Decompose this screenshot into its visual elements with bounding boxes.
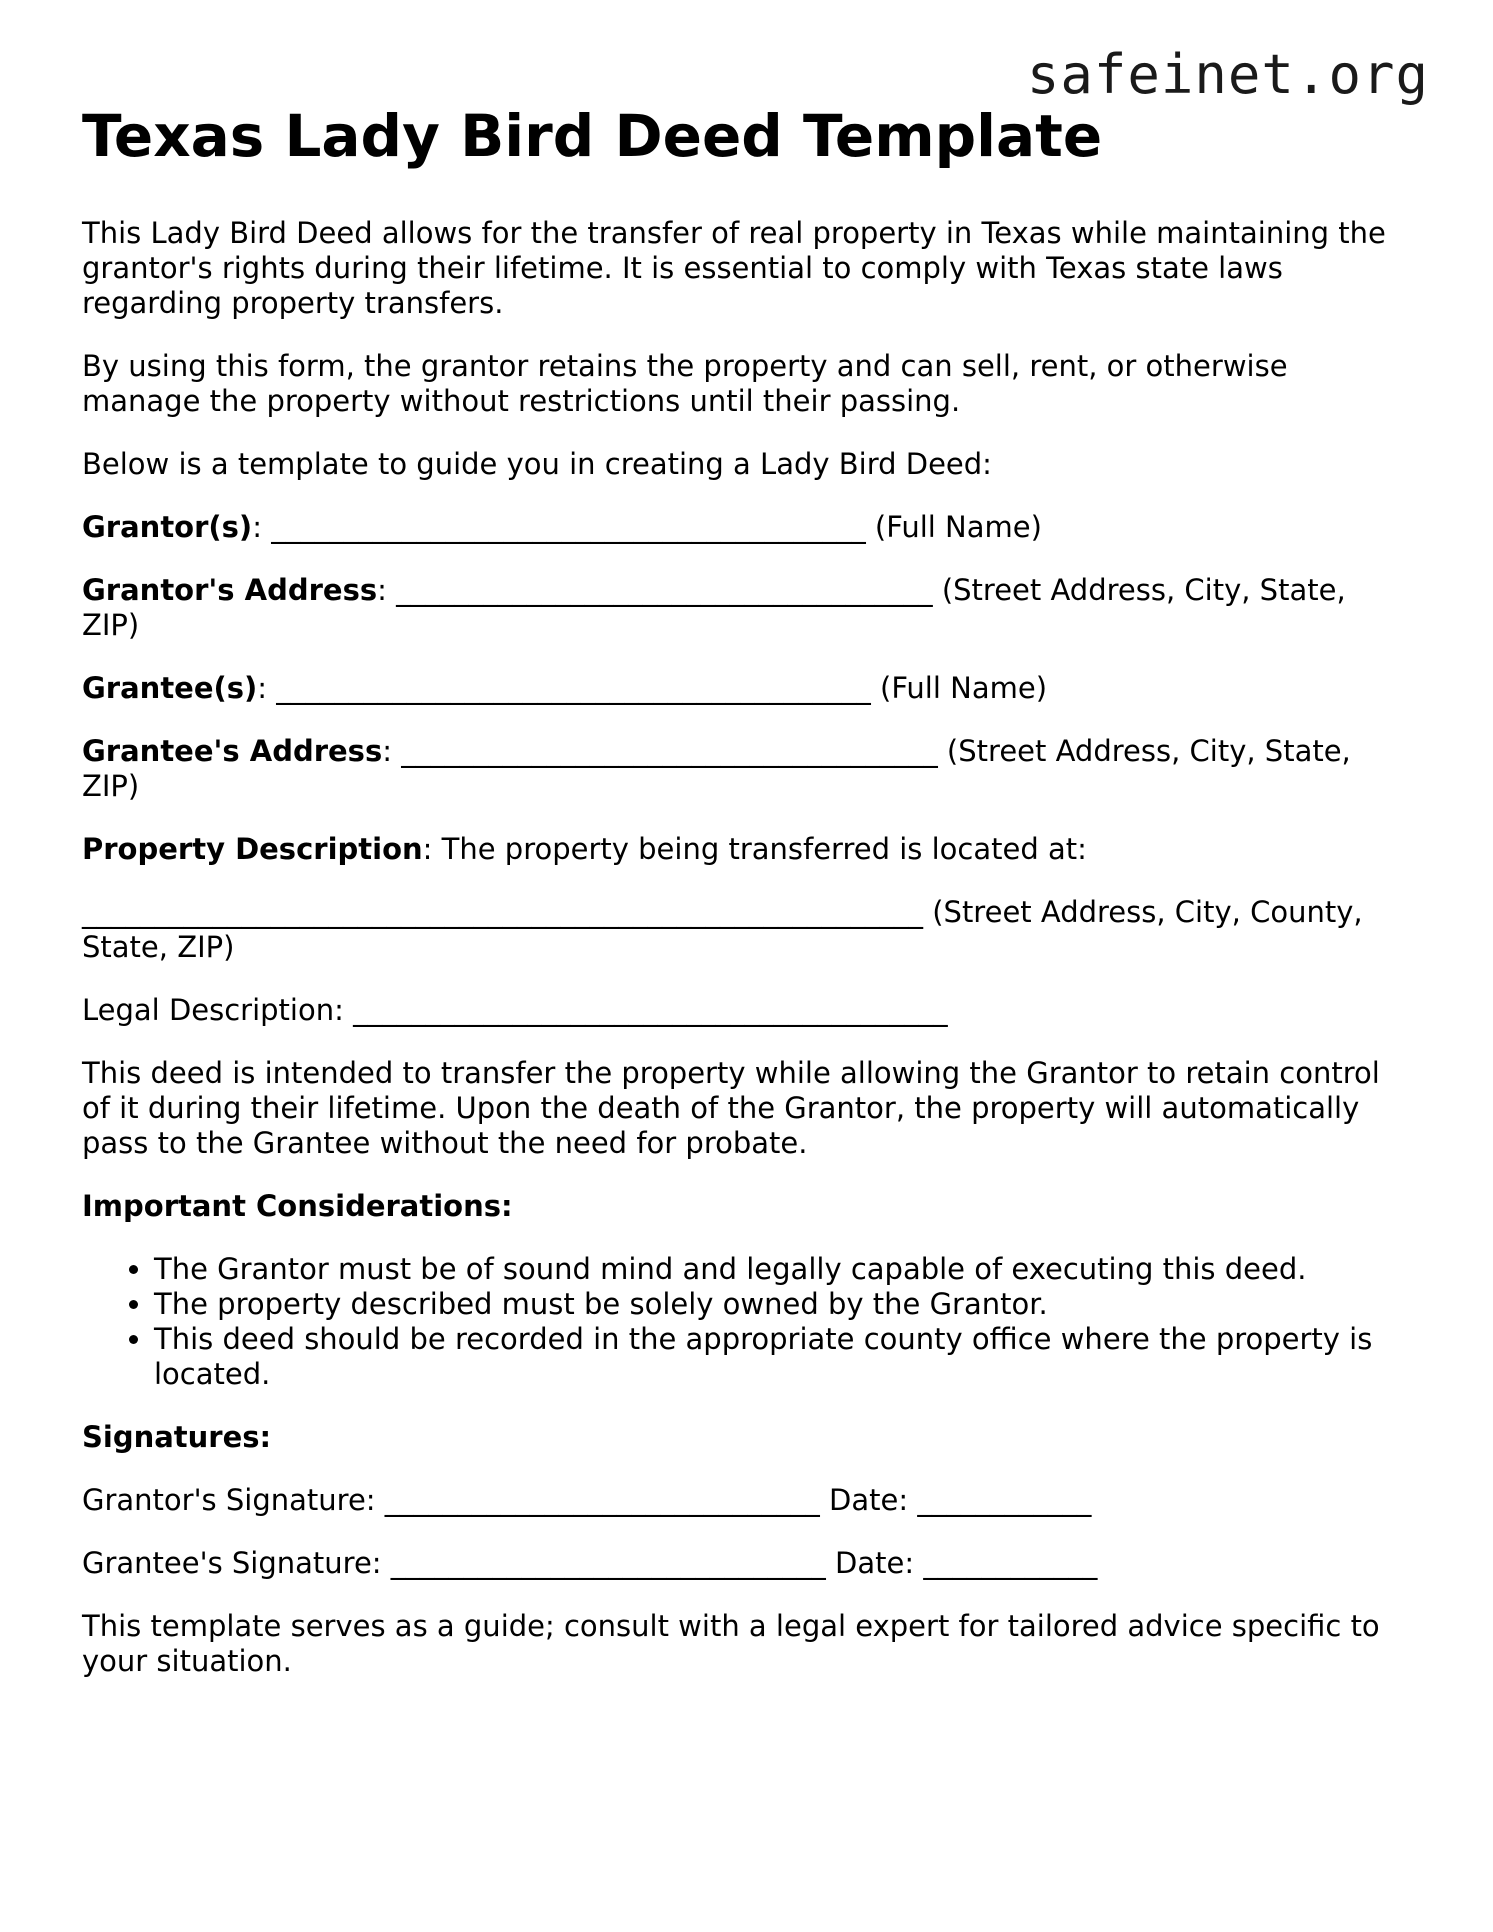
property-address-blank[interactable]: __________________________________________________________ <box>82 894 923 929</box>
grantor-address-field <box>82 573 1412 643</box>
footer-note: This template serves as a guide; consult with a legal expert for tailored advice specific to your situation. <box>82 1608 1380 1678</box>
grantee-address-field <box>82 734 1412 804</box>
intro-paragraph-1: This Lady Bird Deed allows for the transfer of real property in Texas while maintaining the grantor's rights during their lifetime. It is essential to comply with Texas state laws regarding property transfers. <box>82 215 1386 320</box>
grantee-address-separator: : <box>382 733 402 768</box>
grantee-signature-line <box>82 1546 1412 1581</box>
considerations-heading: Important Considerations: <box>82 1188 513 1223</box>
grantee-signature-blank[interactable]: ______________________________ <box>390 1545 826 1580</box>
property-address-hint: (Street Address, City, County, State, ZIP) <box>82 894 1363 964</box>
intent-paragraph: This deed is intended to transfer the property while allowing the Grantor to retain control of it during their lifetime. Upon the death of the Grantor, the property will automatically pass to the Grantee without the need for probate. <box>82 1055 1380 1160</box>
grantor-address-label: Grantor's Address <box>82 572 378 607</box>
grantor-address-blank[interactable]: _____________________________________ <box>396 572 933 607</box>
grantee-label: Grantee(s) <box>82 670 258 705</box>
grantor-address-separator: : <box>377 572 397 607</box>
grantor-field <box>82 510 1412 545</box>
grantee-address-blank[interactable]: _____________________________________ <box>401 733 938 768</box>
intro-paragraph-3: Below is a template to guide you in creating a Lady Bird Deed: <box>82 446 992 481</box>
legal-description-field <box>82 993 1412 1028</box>
grantor-separator: : <box>252 509 272 544</box>
grantee-hint: (Full Name) <box>870 670 1048 705</box>
property-address-field <box>82 895 1412 965</box>
grantor-address-hint: (Street Address, City, State, ZIP) <box>82 572 1346 642</box>
property-description-text: : The property being transferred is located at: <box>422 831 1087 866</box>
grantor-hint: (Full Name) <box>865 509 1042 544</box>
signatures-heading: Signatures: <box>82 1419 272 1454</box>
grantor-signature-label: Grantor's Signature: <box>82 1482 385 1517</box>
grantor-signature-line <box>82 1483 1412 1518</box>
property-description <box>82 832 1412 867</box>
list-item: • The property described must be solely owned by the Grantor. <box>154 1287 1412 1322</box>
watermark: safeinet.org <box>1026 43 1429 106</box>
grantee-address-label: Grantee's Address <box>82 733 383 768</box>
grantee-separator: : <box>257 670 277 705</box>
grantor-label: Grantor(s) <box>82 509 253 544</box>
legal-description-label: Legal Description: <box>82 992 354 1027</box>
grantor-date-label: Date: <box>819 1482 918 1517</box>
list-item: • The Grantor must be of sound mind and legally capable of executing this deed. <box>154 1252 1412 1287</box>
document-page <box>82 102 1412 1707</box>
considerations-list <box>82 1252 1412 1392</box>
page-title: Texas Lady Bird Deed Template <box>82 102 1103 170</box>
grantor-signature-blank[interactable]: ______________________________ <box>384 1482 820 1517</box>
list-item: • This deed should be recorded in the appropriate county office where the property is located. <box>154 1322 1412 1392</box>
grantor-blank[interactable]: _________________________________________ <box>271 509 866 544</box>
legal-description-blank[interactable]: _________________________________________ <box>353 992 948 1027</box>
property-description-label: Property Description <box>82 831 423 866</box>
grantee-date-label: Date: <box>825 1545 924 1580</box>
grantee-date-blank[interactable]: ____________ <box>923 1545 1098 1580</box>
grantee-address-hint: (Street Address, City, State, ZIP) <box>82 733 1351 803</box>
grantee-field <box>82 671 1412 706</box>
grantee-blank[interactable]: _________________________________________ <box>276 670 871 705</box>
intro-paragraph-2: By using this form, the grantor retains the property and can sell, rent, or otherwise manage the property without restrictions until their passing. <box>82 348 1288 418</box>
grantee-signature-label: Grantee's Signature: <box>82 1545 391 1580</box>
grantor-date-blank[interactable]: ____________ <box>917 1482 1092 1517</box>
